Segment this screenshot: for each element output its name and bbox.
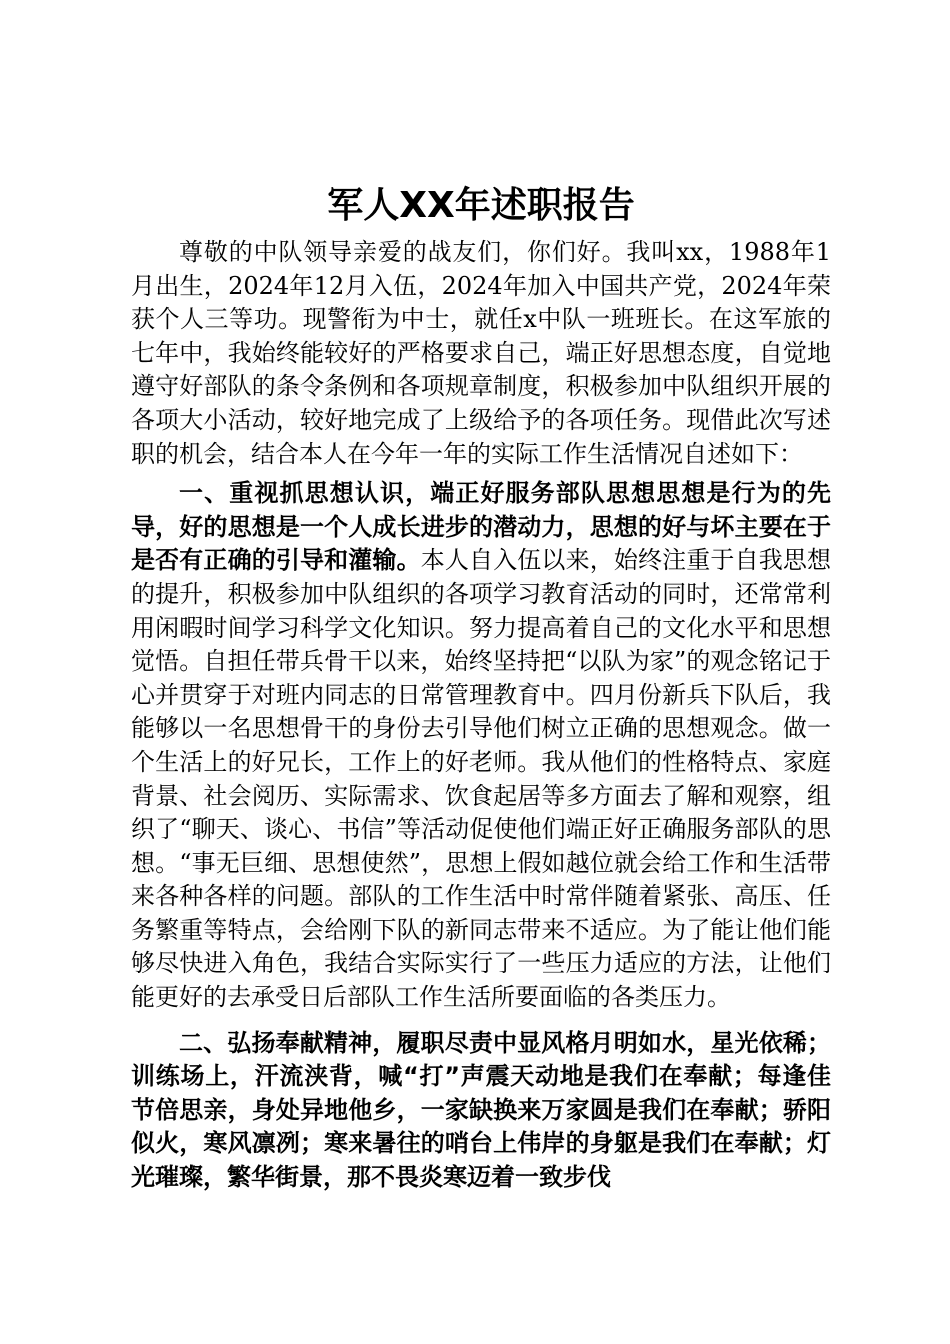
section-1-paragraph bbox=[131, 477, 831, 1015]
document-body bbox=[131, 180, 831, 1195]
section-1-heading: 一、重视抓思想认识，端正好服务部队思想思想是行为的先导，好的思想是一个人成长进步的潜动力，思想的好与坏主要在于是否有正确的引导和灌输。 bbox=[131, 479, 831, 575]
section-1-body: 本人自入伍以来，始终注重于自我思想的提升，积极参加中队组织的各项学习教育活动的同时，还常常利用闲暇时间学习科学文化知识。努力提高着自己的文化水平和思想觉悟。自担任带兵骨干以来，始终坚持把“以队为家”的观念铭记于心并贯穿于对班内同志的日常管理教育中。四月份新兵下队后，我能够以一名思想骨干的身份去引导他们树立正确的思想观念。做一个生活上的好兄长，工作上的好老师。我从他们的性格特点、家庭背景、社会阅历、实际需求、饮食起居等多方面去了解和观察，组织了“聊天、谈心、书信”等活动促使他们端正好正确服务部队的思想。“事无巨细、思想使然”，思想上假如越位就会给工作和生活带来各种各样的问题。部队的工作生活中时常伴随着紧张、高压、任务繁重等特点，会给刚下队的新同志带来不适应。为了能让他们能够尽快进入角色，我结合实际实行了一些压力适应的方法，让他们能更好的去承受日后部队工作生活所要面临的各类压力。 bbox=[131, 546, 832, 1012]
intro-paragraph: 尊敬的中队领导亲爱的战友们，你们好。我叫xx，1988年1月出生，2024年12月入伍，2024年加入中国共产党，2024年荣获个人三等功。现警衔为中士，就任x中队一班班长。在这军旅的七年中，我始终能较好的严格要求自己，端正好思想态度，自觉地遵守好部队的条令条例和各项规章制度，积极参加中队组织开展的各项大小活动，较好地完成了上级给予的各项任务。现借此次写述职的机会，结合本人在今年一年的实际工作生活情况自述如下： bbox=[131, 238, 831, 468]
section-2-heading: 二、弘扬奉献精神，履职尽责中显风格月明如水，星光依稀；训练场上，汗流浃背，喊“打”声震天动地是我们在奉献；每逢佳节倍思亲，身处异地他乡，一家缺换来万家圆是我们在奉献；骄阳似火，寒风凛冽；寒来暑往的哨台上伟岸的身躯是我们在奉献；灯光璀璨，繁华街景，那不畏炎寒迈着一致步伐 bbox=[131, 1028, 831, 1192]
section-2-paragraph bbox=[131, 1027, 831, 1195]
document-title: 军人XX年述职报告 bbox=[327, 185, 635, 226]
